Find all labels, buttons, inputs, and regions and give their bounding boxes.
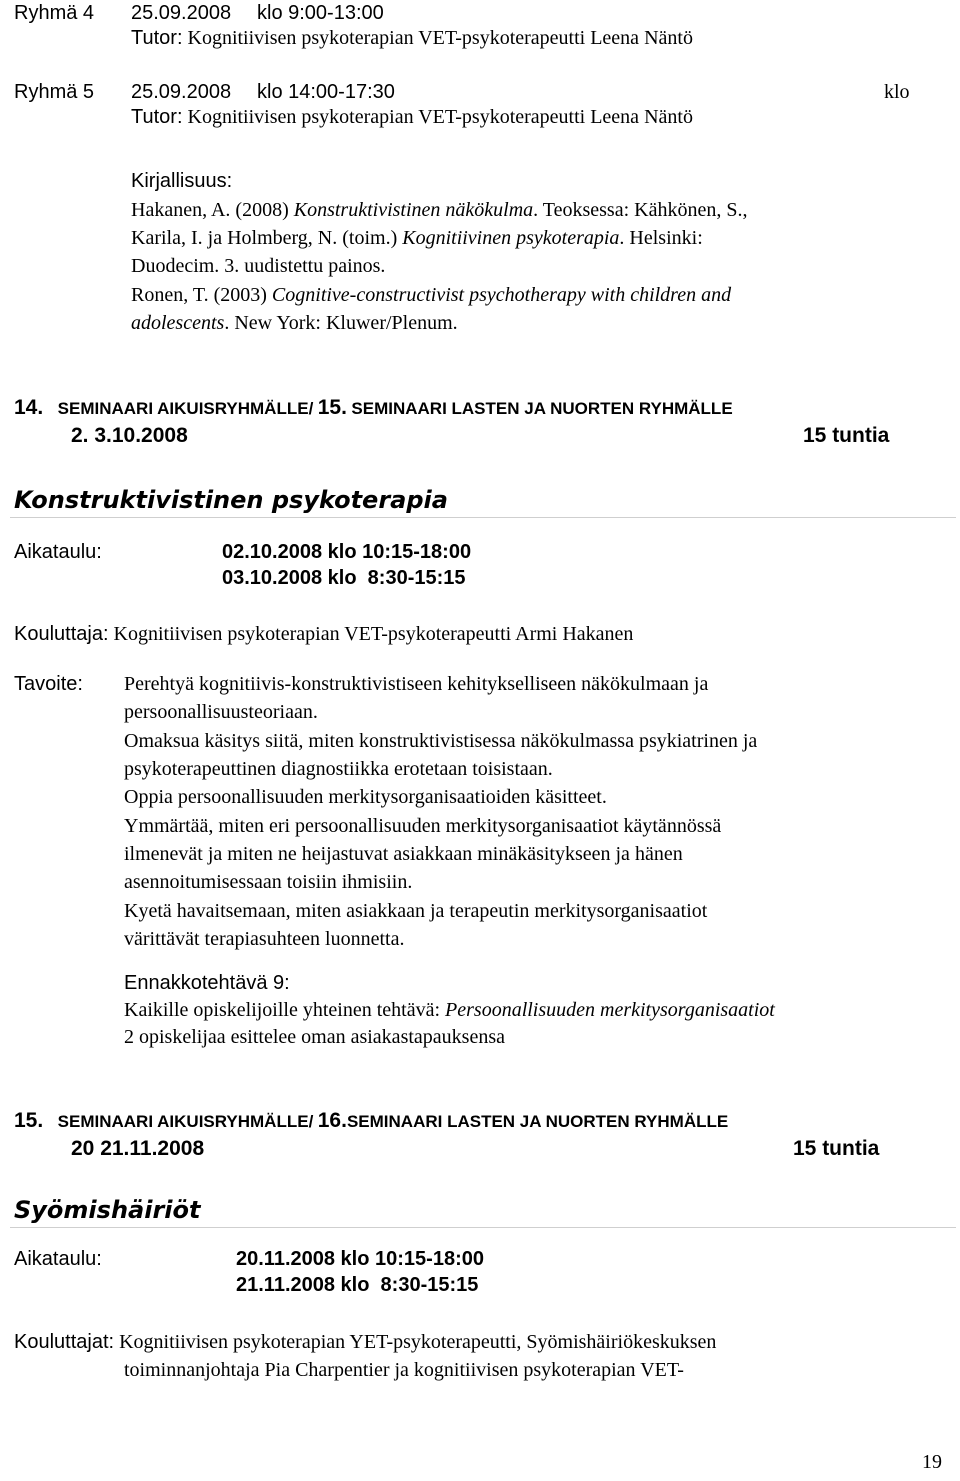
- preassignment-line-1: [124, 999, 775, 1022]
- tutor-name: Kognitiivisen psykoterapian VET-psykoterapeutti Leena Näntö: [187, 27, 693, 49]
- trainer-label: Kouluttajat:: [14, 1331, 115, 1353]
- ref-title: Kognitiivinen psykoterapia: [402, 227, 620, 249]
- reference-2-line-2: [131, 312, 458, 335]
- schedule-day-1: 20.11.2008 klo 10:15-18:00: [236, 1248, 484, 1270]
- goal-line: asennoitumisessaan toisiin ihmisiin.: [124, 871, 413, 893]
- group-4-date: 25.09.2008: [131, 2, 232, 24]
- ref-title: adolescents: [131, 312, 225, 334]
- goal-line: psykoterapeuttinen diagnostiikka erotetaan toisistaan.: [124, 758, 553, 780]
- trainers: [14, 1331, 716, 1354]
- trainer-label: Kouluttaja:: [14, 623, 109, 645]
- trainer-name: Kognitiivisen psykoterapian VET-psykoterapeutti Armi Hakanen: [113, 623, 634, 645]
- ref-text: . Teoksessa: Kähkönen, S.,: [533, 199, 748, 221]
- goal-line: persoonallisuusteoriaan.: [124, 701, 318, 723]
- group-4-label: Ryhmä 4: [14, 2, 95, 24]
- seminar-14-title: Konstruktivistinen psykoterapia: [14, 486, 448, 514]
- goal-line: Oppia persoonallisuuden merkitysorganisaatioiden käsitteet.: [124, 786, 607, 808]
- schedule-day-2: 03.10.2008 klo 8:30-15:15: [222, 567, 466, 589]
- trainer: [14, 623, 633, 646]
- ref-text: Hakanen, A. (2008): [131, 199, 294, 221]
- seminar-label: SEMINAARI AIKUISRYHMÄLLE/: [57, 399, 314, 418]
- seminar-number: 16.: [317, 1109, 347, 1132]
- tutor-label: Tutor:: [131, 106, 183, 128]
- goal-line: Kyetä havaitsemaan, miten asiakkaan ja terapeutin merkitysorganisaatiot: [124, 900, 708, 922]
- reference-1-line-3: Duodecim. 3. uudistettu painos.: [131, 255, 386, 277]
- trainers-line-2: toiminnanjohtaja Pia Charpentier ja kognitiivisen psykoterapian VET-: [124, 1359, 684, 1381]
- goal-line: ilmenevät ja miten ne heijastuvat asiakkaan minäkäsitykseen ja hänen: [124, 843, 683, 865]
- goal-line: Ymmärtää, miten eri persoonallisuuden merkitysorganisaatiot käytännössä: [124, 815, 722, 837]
- ref-text: Ronen, T. (2003): [131, 284, 272, 306]
- seminar-number: 14.: [14, 396, 44, 419]
- group-5-label: Ryhmä 5: [14, 81, 95, 103]
- trainer-name: Kognitiivisen psykoterapian YET-psykoterapeutti, Syömishäiriökeskuksen: [119, 1331, 717, 1353]
- goal-line: Perehtyä kognitiivis-konstruktivistiseen kehitykselliseen näkökulmaan ja: [124, 673, 709, 695]
- seminar-number: 15.: [317, 396, 347, 419]
- reference-1-line-2: [131, 227, 703, 250]
- ref-title: Cognitive-constructivist psychotherapy with children and: [271, 284, 732, 306]
- preassignment-line-2: 2 opiskelijaa esittelee oman asiakastapauksensa: [124, 1026, 505, 1048]
- group-4-time: klo 9:00-13:00: [257, 2, 384, 24]
- group-5-time-right: klo: [884, 81, 910, 103]
- goal-line: Omaksua käsitys siitä, miten konstruktivistisessa näkökulmassa psykiatrinen ja: [124, 730, 758, 752]
- seminar-label: SEMINAARI LASTEN JA NUORTEN RYHMÄLLE: [351, 399, 733, 418]
- seminar-14-hours: 15 tuntia: [803, 424, 890, 447]
- ref-text: . Helsinki:: [619, 227, 703, 249]
- schedule-label: Aikataulu:: [14, 1248, 102, 1270]
- seminar-15-title: Syömishäiriöt: [14, 1196, 201, 1224]
- seminar-15-heading: [14, 1109, 728, 1133]
- schedule-day-2: 21.11.2008 klo 8:30-15:15: [236, 1274, 479, 1296]
- seminar-number: 15.: [14, 1109, 44, 1132]
- group-4-tutor: [131, 27, 693, 50]
- seminar-14-heading: [14, 396, 733, 420]
- reference-1-line-1: [131, 199, 747, 222]
- seminar-15-dates: 20 21.11.2008: [71, 1137, 205, 1160]
- page-number: 19: [922, 1451, 942, 1473]
- ref-text: . New York: Kluwer/Plenum.: [224, 312, 458, 334]
- group-5-time: klo 14:00-17:30: [257, 81, 395, 103]
- group-5-tutor: [131, 106, 693, 129]
- ref-title: Konstruktivistinen näkökulma: [293, 199, 534, 221]
- seminar-15-hours: 15 tuntia: [793, 1137, 880, 1160]
- goal-line: värittävät terapiasuhteen luonnetta.: [124, 928, 405, 950]
- preassignment-text: Kaikille opiskelijoille yhteinen tehtävä:: [124, 999, 446, 1021]
- seminar-label: SEMINAARI AIKUISRYHMÄLLE/: [57, 1112, 314, 1131]
- schedule-day-1: 02.10.2008 klo 10:15-18:00: [222, 541, 472, 563]
- seminar-14-dates: 2. 3.10.2008: [71, 424, 188, 447]
- preassignment-label: Ennakkotehtävä 9:: [124, 972, 290, 994]
- ref-text: Karila, I. ja Holmberg, N. (toim.): [131, 227, 403, 249]
- goals-label: Tavoite:: [14, 673, 83, 695]
- schedule-label: Aikataulu:: [14, 541, 102, 563]
- literature-heading: Kirjallisuus:: [131, 170, 233, 192]
- seminar-label: SEMINAARI LASTEN JA NUORTEN RYHMÄLLE: [346, 1112, 729, 1131]
- tutor-label: Tutor:: [131, 27, 183, 49]
- group-5-date: 25.09.2008: [131, 81, 232, 103]
- reference-2-line-1: [131, 284, 731, 307]
- title-underline: [10, 517, 956, 518]
- preassignment-title: Persoonallisuuden merkitysorganisaatiot: [445, 999, 775, 1021]
- title-underline: [10, 1227, 956, 1228]
- tutor-name: Kognitiivisen psykoterapian VET-psykoterapeutti Leena Näntö: [187, 106, 693, 128]
